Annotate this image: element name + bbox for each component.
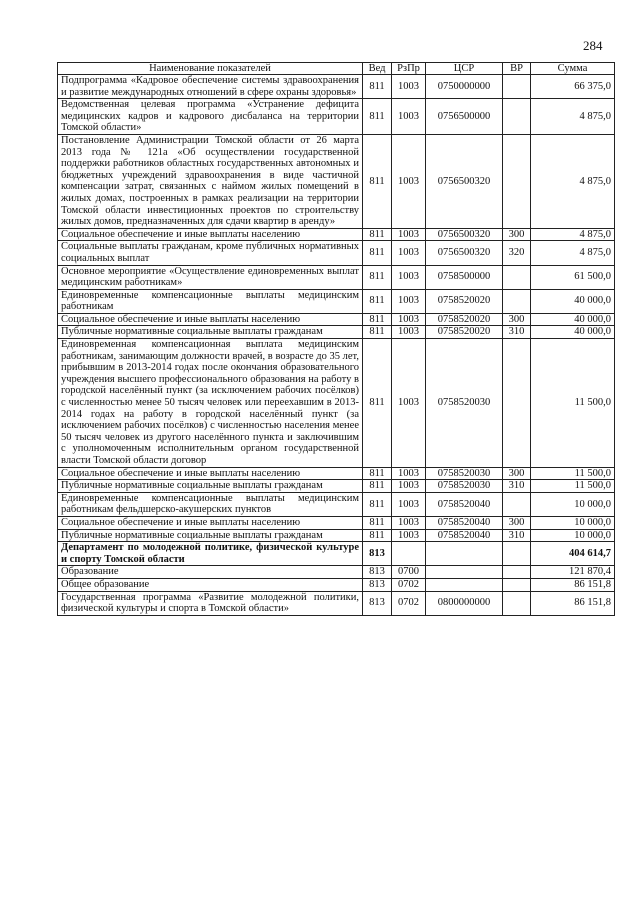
cell-name: Департамент по молодежной политике, физической культуре и спорту Томской области xyxy=(58,542,363,566)
cell-ved: 811 xyxy=(363,75,392,99)
cell-vr xyxy=(503,566,531,579)
cell-ved: 811 xyxy=(363,134,392,228)
cell-csr: 0758520040 xyxy=(426,516,503,529)
cell-ved: 811 xyxy=(363,99,392,135)
cell-vr: 300 xyxy=(503,467,531,480)
cell-ved: 811 xyxy=(363,529,392,542)
cell-name: Публичные нормативные социальные выплаты гражданам xyxy=(58,326,363,339)
cell-csr: 0758520020 xyxy=(426,313,503,326)
cell-rzpr: 1003 xyxy=(392,467,426,480)
cell-vr: 300 xyxy=(503,516,531,529)
cell-sum: 10 000,0 xyxy=(531,516,615,529)
cell-vr xyxy=(503,99,531,135)
table-row xyxy=(58,134,615,228)
cell-vr: 300 xyxy=(503,313,531,326)
cell-ved: 811 xyxy=(363,326,392,339)
cell-sum: 11 500,0 xyxy=(531,467,615,480)
page-number: 284 xyxy=(583,38,603,53)
cell-rzpr: 1003 xyxy=(392,492,426,516)
cell-sum: 4 875,0 xyxy=(531,134,615,228)
cell-vr: 310 xyxy=(503,529,531,542)
cell-vr xyxy=(503,542,531,566)
cell-csr xyxy=(426,578,503,591)
header-rzpr: РзПр xyxy=(392,63,426,75)
cell-ved: 811 xyxy=(363,289,392,313)
cell-rzpr: 0700 xyxy=(392,566,426,579)
header-vr: ВР xyxy=(503,63,531,75)
table-row xyxy=(58,566,615,579)
cell-csr: 0756500000 xyxy=(426,99,503,135)
table-row xyxy=(58,542,615,566)
table-row xyxy=(58,228,615,241)
header-sum: Сумма xyxy=(531,63,615,75)
cell-rzpr: 1003 xyxy=(392,99,426,135)
header-csr: ЦСР xyxy=(426,63,503,75)
table-row xyxy=(58,265,615,289)
cell-csr: 0758520030 xyxy=(426,480,503,493)
cell-rzpr: 1003 xyxy=(392,480,426,493)
cell-csr: 0756500320 xyxy=(426,228,503,241)
cell-name: Единовременная компенсационная выплата медицинским работникам, занимающим должности врачей, в возрасте до 35 лет, прибывшим в 2013-2014 годах после окончания образовательного учреждения высшего профессионального образования на работу в городской населённый пункт (за исключением рабочих посёлков) с численностью менее 50 тысяч человек или переехавшим в 2013-2014 годах на работу в городской населённый пункт (за исключением рабочих посёлков) с численностью населения менее 50 тысяч человек из другого населённого пункта и заключившим с уполномоченным исполнительным органом государственной власти Томской области договор xyxy=(58,339,363,468)
table-row xyxy=(58,591,615,615)
cell-csr: 0758520040 xyxy=(426,492,503,516)
table-row xyxy=(58,339,615,468)
table-row xyxy=(58,480,615,493)
cell-sum: 40 000,0 xyxy=(531,313,615,326)
cell-vr xyxy=(503,265,531,289)
cell-name: Образование xyxy=(58,566,363,579)
cell-ved: 813 xyxy=(363,578,392,591)
cell-name: Общее образование xyxy=(58,578,363,591)
table-header-row xyxy=(58,63,615,75)
cell-rzpr: 0702 xyxy=(392,578,426,591)
cell-ved: 813 xyxy=(363,566,392,579)
cell-name: Основное мероприятие «Осуществление единовременных выплат медицинским работникам» xyxy=(58,265,363,289)
cell-sum: 86 151,8 xyxy=(531,591,615,615)
cell-ved: 811 xyxy=(363,492,392,516)
cell-rzpr: 1003 xyxy=(392,265,426,289)
cell-sum: 121 870,4 xyxy=(531,566,615,579)
table-body xyxy=(58,75,615,616)
cell-rzpr: 1003 xyxy=(392,326,426,339)
table-row xyxy=(58,578,615,591)
cell-name: Единовременные компенсационные выплаты медицинским работникам фельдшерско-акушерских пунктов xyxy=(58,492,363,516)
cell-vr xyxy=(503,134,531,228)
cell-sum: 66 375,0 xyxy=(531,75,615,99)
cell-rzpr: 1003 xyxy=(392,228,426,241)
cell-sum: 11 500,0 xyxy=(531,339,615,468)
cell-sum: 40 000,0 xyxy=(531,289,615,313)
cell-vr xyxy=(503,75,531,99)
cell-rzpr: 0702 xyxy=(392,591,426,615)
cell-csr: 0758520020 xyxy=(426,326,503,339)
cell-name: Социальное обеспечение и иные выплаты населению xyxy=(58,313,363,326)
cell-csr: 0758520040 xyxy=(426,529,503,542)
budget-table xyxy=(57,62,615,616)
cell-vr: 310 xyxy=(503,480,531,493)
table-row xyxy=(58,529,615,542)
cell-vr xyxy=(503,492,531,516)
cell-ved: 811 xyxy=(363,339,392,468)
cell-vr xyxy=(503,591,531,615)
cell-sum: 40 000,0 xyxy=(531,326,615,339)
cell-rzpr: 1003 xyxy=(392,75,426,99)
cell-rzpr: 1003 xyxy=(392,241,426,265)
cell-ved: 811 xyxy=(363,467,392,480)
cell-name: Публичные нормативные социальные выплаты гражданам xyxy=(58,529,363,542)
cell-sum: 4 875,0 xyxy=(531,241,615,265)
cell-csr: 0756500320 xyxy=(426,134,503,228)
cell-sum: 61 500,0 xyxy=(531,265,615,289)
cell-csr: 0758520020 xyxy=(426,289,503,313)
cell-name: Социальное обеспечение и иные выплаты населению xyxy=(58,467,363,480)
cell-name: Постановление Администрации Томской области от 26 марта 2013 года № 121а «Об осуществлении государственной поддержки работников областных государственных автономных и бюджетных учреждений здравоохранения в виде частичной компенсации затрат, связанных с наймом жилых помещений в жилых домах, построенных в рамках реализации на территории Томской области инвестиционных проектов по строительству жилых домов, предназначенных для сдачи квартир в аренду» xyxy=(58,134,363,228)
cell-sum: 10 000,0 xyxy=(531,529,615,542)
cell-csr: 0758520030 xyxy=(426,467,503,480)
cell-rzpr xyxy=(392,542,426,566)
table-row xyxy=(58,99,615,135)
table-row xyxy=(58,516,615,529)
cell-vr xyxy=(503,339,531,468)
cell-rzpr: 1003 xyxy=(392,516,426,529)
cell-ved: 811 xyxy=(363,480,392,493)
cell-ved: 811 xyxy=(363,241,392,265)
cell-csr xyxy=(426,542,503,566)
cell-rzpr: 1003 xyxy=(392,313,426,326)
cell-sum: 11 500,0 xyxy=(531,480,615,493)
cell-vr xyxy=(503,578,531,591)
cell-ved: 811 xyxy=(363,516,392,529)
cell-ved: 811 xyxy=(363,228,392,241)
cell-csr: 0750000000 xyxy=(426,75,503,99)
cell-csr: 0758520030 xyxy=(426,339,503,468)
cell-sum: 4 875,0 xyxy=(531,228,615,241)
header-name: Наименование показателей xyxy=(58,63,363,75)
header-ved: Вед xyxy=(363,63,392,75)
cell-name: Подпрограмма «Кадровое обеспечение системы здравоохранения и развитие международных отношений в сфере охраны здоровья» xyxy=(58,75,363,99)
cell-ved: 811 xyxy=(363,265,392,289)
cell-vr: 310 xyxy=(503,326,531,339)
cell-sum: 86 151,8 xyxy=(531,578,615,591)
cell-vr: 300 xyxy=(503,228,531,241)
cell-csr: 0758500000 xyxy=(426,265,503,289)
cell-sum: 4 875,0 xyxy=(531,99,615,135)
table-row xyxy=(58,326,615,339)
table-row xyxy=(58,241,615,265)
cell-csr: 0756500320 xyxy=(426,241,503,265)
cell-name: Ведомственная целевая программа «Устранение дефицита медицинских кадров и кадрового дисбаланса на территории Томской области» xyxy=(58,99,363,135)
cell-name: Социальное обеспечение и иные выплаты населению xyxy=(58,228,363,241)
table-row xyxy=(58,289,615,313)
cell-ved: 813 xyxy=(363,542,392,566)
table-row xyxy=(58,75,615,99)
cell-rzpr: 1003 xyxy=(392,289,426,313)
table-row xyxy=(58,313,615,326)
cell-rzpr: 1003 xyxy=(392,529,426,542)
cell-ved: 811 xyxy=(363,313,392,326)
cell-vr xyxy=(503,289,531,313)
cell-name: Публичные нормативные социальные выплаты гражданам xyxy=(58,480,363,493)
cell-csr: 0800000000 xyxy=(426,591,503,615)
cell-name: Единовременные компенсационные выплаты медицинским работникам xyxy=(58,289,363,313)
table-row xyxy=(58,492,615,516)
cell-name: Государственная программа «Развитие молодежной политики, физической культуры и спорта в Томской области» xyxy=(58,591,363,615)
cell-name: Социальное обеспечение и иные выплаты населению xyxy=(58,516,363,529)
cell-sum: 404 614,7 xyxy=(531,542,615,566)
table-row xyxy=(58,467,615,480)
cell-sum: 10 000,0 xyxy=(531,492,615,516)
cell-name: Социальные выплаты гражданам, кроме публичных нормативных социальных выплат xyxy=(58,241,363,265)
cell-rzpr: 1003 xyxy=(392,339,426,468)
cell-vr: 320 xyxy=(503,241,531,265)
cell-rzpr: 1003 xyxy=(392,134,426,228)
cell-csr xyxy=(426,566,503,579)
cell-ved: 813 xyxy=(363,591,392,615)
